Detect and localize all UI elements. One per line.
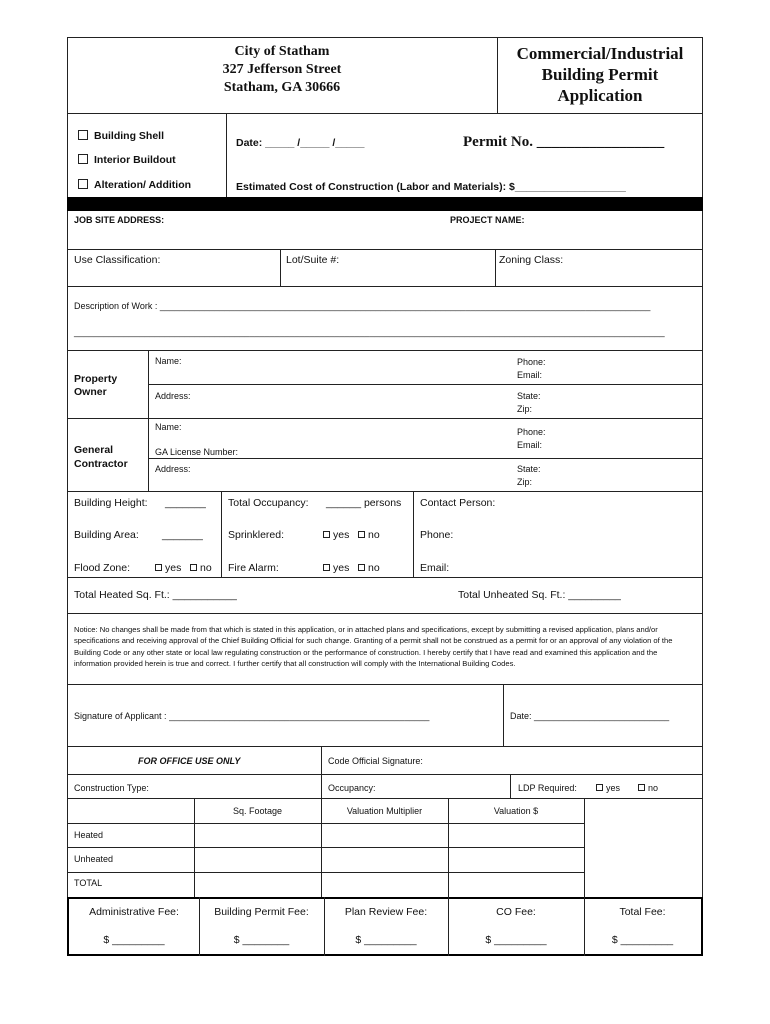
permit-type-building-shell[interactable]: Building Shell	[78, 130, 164, 142]
estimated-cost-field[interactable]: Estimated Cost of Construction (Labor and Materials): $___________________	[236, 181, 626, 193]
permit-number-field[interactable]: Permit No. _________________	[463, 134, 665, 150]
owner-phone-field[interactable]: Phone:	[517, 357, 546, 367]
flood-zone-yes-option[interactable]: yes	[155, 562, 181, 574]
contractor-address-field[interactable]: Address:	[155, 464, 191, 474]
office-use-heading: FOR OFFICE USE ONLY	[138, 756, 241, 766]
contractor-license-field[interactable]: GA License Number:	[155, 447, 239, 457]
checkbox-icon[interactable]	[638, 784, 645, 791]
column-valuation: Valuation $	[493, 806, 539, 816]
job-site-address-label[interactable]: JOB SITE ADDRESS:	[74, 215, 165, 225]
column-valuation-multiplier: Valuation Multiplier	[346, 806, 423, 816]
owner-state-field[interactable]: State:	[517, 391, 541, 401]
owner-name-field[interactable]: Name:	[155, 356, 182, 366]
building-height-label: Building Height:	[74, 497, 148, 509]
sprinklered-no-option[interactable]: no	[358, 529, 380, 541]
property-owner-heading-2: Owner	[74, 386, 107, 398]
contractor-email-field[interactable]: Email:	[517, 440, 543, 450]
total-heated-sqft-field[interactable]: Total Heated Sq. Ft.: ___________	[74, 589, 237, 601]
co-fee-label: CO Fee:	[496, 906, 536, 918]
permit-type-interior-buildout[interactable]: Interior Buildout	[78, 154, 176, 166]
total-fee-input[interactable]: $ _________	[611, 934, 674, 946]
signature-date-field[interactable]: Date: ___________________________	[510, 711, 670, 721]
project-name-label[interactable]: PROJECT NAME:	[450, 215, 525, 225]
ldp-yes-option[interactable]: yes	[596, 783, 620, 794]
owner-zip-field[interactable]: Zip:	[517, 404, 533, 414]
applicant-signature-field[interactable]: Signature of Applicant : ____________________________________________________	[74, 711, 430, 721]
checkbox-icon[interactable]	[155, 564, 162, 571]
contractor-zip-field[interactable]: Zip:	[517, 477, 533, 487]
checkbox-icon[interactable]	[190, 564, 197, 571]
fire-alarm-no-option[interactable]: no	[358, 562, 380, 574]
form-title-line-2: Building Permit	[541, 65, 659, 84]
total-unheated-sqft-field[interactable]: Total Unheated Sq. Ft.: _________	[458, 589, 621, 601]
lot-suite-label[interactable]: Lot/Suite #:	[286, 254, 340, 266]
building-area-input[interactable]: _______	[162, 529, 203, 541]
row-heated: Heated	[74, 830, 104, 840]
flood-zone-label: Flood Zone:	[74, 562, 131, 574]
checkbox-icon[interactable]	[358, 564, 365, 571]
form-title-line-1: Commercial/Industrial	[516, 44, 684, 63]
contractor-phone-field[interactable]: Phone:	[517, 427, 546, 437]
sprinklered-label: Sprinklered:	[228, 529, 285, 541]
city-street: 327 Jefferson Street	[222, 62, 342, 77]
column-sq-footage: Sq. Footage	[232, 806, 283, 816]
building-permit-fee-input[interactable]: $ ________	[233, 934, 290, 946]
checkbox-icon[interactable]	[358, 531, 365, 538]
contact-phone-field[interactable]: Phone:	[420, 529, 454, 541]
contractor-state-field[interactable]: State:	[517, 464, 541, 474]
contact-email-field[interactable]: Email:	[420, 562, 450, 574]
total-occupancy-input[interactable]: ______ persons	[326, 497, 402, 509]
use-classification-label[interactable]: Use Classification:	[74, 254, 161, 266]
date-field[interactable]: Date: _____ /_____ /_____	[236, 137, 365, 149]
notice-text: Notice: No changes shall be made from that which is stated in this application, or in attached plans and specifications, except by submitting a revised application, plans and/or specifications and receiving approval of the Chief Building Official for such change. Granting of a permit shall not be construed as a permit for or an approval of any violation of the Building Code or any other state or local law regulating construction or the performance of construction. I hereby certify that I have read and examined this application and the information provided herein is true and correct. I further certify that all construction will comply with the International Building Codes.	[74, 625, 673, 669]
row-unheated: Unheated	[74, 854, 114, 864]
total-occupancy-label: Total Occupancy:	[228, 497, 309, 509]
checkbox-icon[interactable]	[596, 784, 603, 791]
ldp-no-option[interactable]: no	[638, 783, 658, 794]
zoning-class-label[interactable]: Zoning Class:	[499, 254, 564, 266]
row-total: TOTAL	[74, 878, 103, 888]
contractor-name-field[interactable]: Name:	[155, 422, 182, 432]
form-title-line-3: Application	[557, 86, 643, 105]
general-contractor-heading-2: Contractor	[74, 458, 128, 470]
city-town: Statham, GA 30666	[223, 80, 341, 95]
administrative-fee-label: Administrative Fee:	[89, 906, 179, 918]
occupancy-field[interactable]: Occupancy:	[328, 783, 376, 793]
flood-zone-no-option[interactable]: no	[190, 562, 212, 574]
checkbox-icon[interactable]	[323, 564, 330, 571]
description-line-2[interactable]: ______________________________________________________________________________________________________________________	[74, 327, 665, 337]
total-fee-label: Total Fee:	[619, 906, 666, 918]
building-height-input[interactable]: _______	[165, 497, 206, 509]
construction-type-field[interactable]: Construction Type:	[74, 783, 149, 793]
administrative-fee-input[interactable]: $ _________	[103, 934, 165, 946]
owner-address-field[interactable]: Address:	[155, 391, 191, 401]
owner-email-field[interactable]: Email:	[517, 370, 543, 380]
checkbox-icon[interactable]	[78, 154, 88, 164]
contact-person-field[interactable]: Contact Person:	[420, 497, 496, 509]
general-contractor-heading-1: General	[74, 444, 114, 456]
plan-review-fee-input[interactable]: $ _________	[355, 934, 417, 946]
co-fee-input[interactable]: $ _________	[485, 934, 547, 946]
ldp-required-label: LDP Required:	[518, 783, 577, 793]
checkbox-icon[interactable]	[323, 531, 330, 538]
building-area-label: Building Area:	[74, 529, 139, 541]
fire-alarm-yes-option[interactable]: yes	[323, 562, 349, 574]
checkbox-icon[interactable]	[78, 179, 88, 189]
section-divider-band	[67, 197, 703, 211]
property-owner-heading-1: Property	[74, 373, 118, 385]
code-official-signature-field[interactable]: Code Official Signature:	[328, 756, 423, 766]
plan-review-fee-label: Plan Review Fee:	[344, 906, 428, 918]
permit-type-alteration[interactable]: Alteration/ Addition	[78, 179, 191, 191]
checkbox-icon[interactable]	[78, 130, 88, 140]
city-name: City of Statham	[234, 44, 330, 59]
sprinklered-yes-option[interactable]: yes	[323, 529, 349, 541]
fire-alarm-label: Fire Alarm:	[228, 562, 279, 574]
description-of-work-field[interactable]: Description of Work : __________________________________________________________________________________________________	[74, 301, 651, 311]
building-permit-fee-label: Building Permit Fee:	[214, 906, 309, 918]
